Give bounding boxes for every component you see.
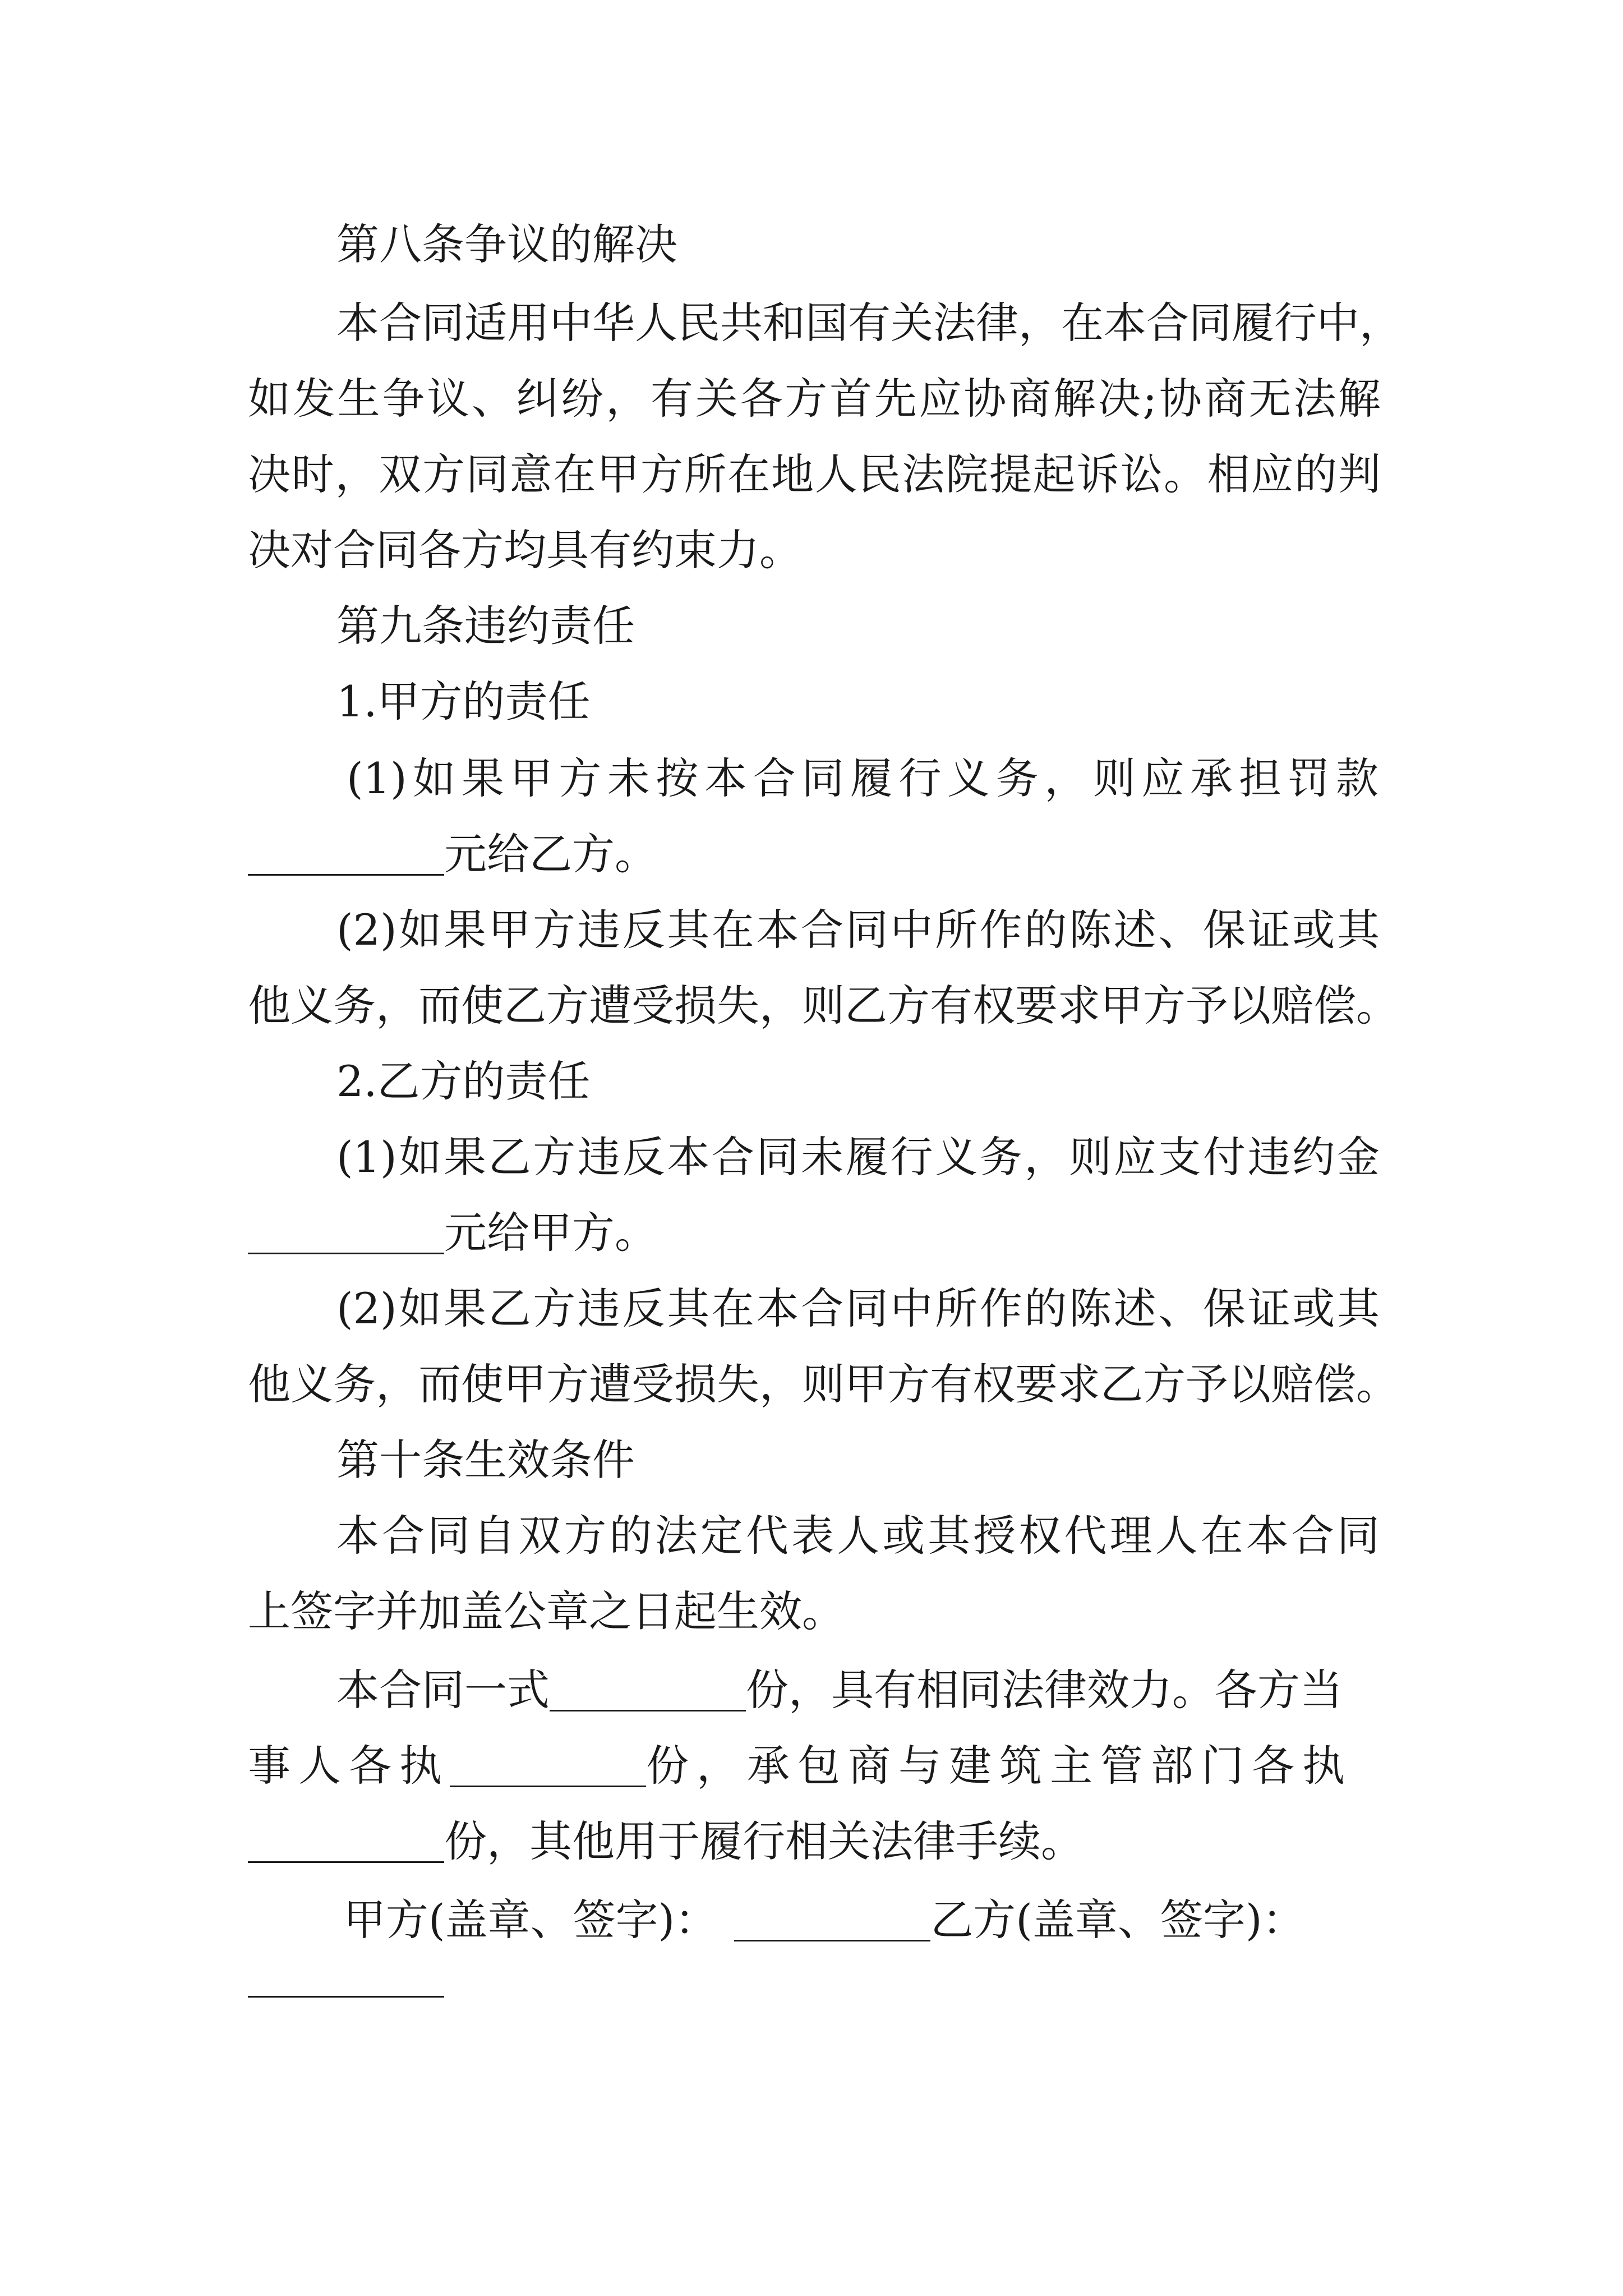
fill-in-blank[interactable] (450, 1746, 646, 1787)
paragraph-line (248, 1741, 1353, 1791)
article-10-heading: 第十条生效条件 (336, 1435, 635, 1485)
paragraph-line: 如发生争议、纠纷，有关各方首先应协商解决;协商无法解 (248, 374, 1381, 424)
blank-suffix-text: 元给乙方。 (444, 829, 657, 879)
copies-text: 本合同一式 (336, 1665, 550, 1715)
party-a-signature-blank[interactable] (734, 1901, 930, 1941)
party-b-liability-heading: 2.乙方的责任 (336, 1056, 591, 1106)
fill-in-blank[interactable] (248, 1213, 444, 1254)
paragraph-line (248, 1208, 657, 1258)
paragraph-line: 上签字并加盖公章之日起生效。 (248, 1586, 845, 1636)
party-a-signature-label: 甲方(盖章、签字)： (343, 1895, 718, 1945)
article-8-heading: 第八条争议的解决 (336, 219, 677, 269)
fill-in-blank[interactable] (248, 835, 444, 876)
paragraph-line: 本合同自双方的法定代表人或其授权代理人在本合同 (336, 1511, 1380, 1561)
paragraph-line: 决对合同各方均具有约束力。 (248, 525, 802, 575)
article-9-heading: 第九条违约责任 (336, 601, 635, 651)
paragraph-line: (2)如果乙方违反其在本合同中所作的陈述、保证或其 (336, 1283, 1380, 1333)
fill-in-blank[interactable] (550, 1671, 746, 1711)
paragraph-line (248, 829, 657, 879)
paragraph-line: 他义务，而使甲方遭受损失，则甲方有权要求乙方予以赔偿。 (248, 1359, 1399, 1409)
paragraph-line: 本合同适用中华人民共和国有关法律，在本合同履行中， (336, 298, 1402, 348)
party-a-liability-heading: 1.甲方的责任 (336, 677, 591, 726)
paragraph-line: (1)如果甲方未按本合同履行义务，则应承担罚款 (347, 753, 1378, 803)
party-b-signature-label: 乙方(盖章、签字)： (930, 1895, 1305, 1945)
copies-text: 份，承包商与建筑主管部门各执 (646, 1741, 1353, 1791)
copies-text: 份，其他用于履行相关法律手续。 (444, 1816, 1083, 1866)
fill-in-blank[interactable] (248, 1822, 444, 1863)
blank-suffix-text: 元给甲方。 (444, 1208, 657, 1258)
signature-line (343, 1895, 1305, 1945)
paragraph-line: 他义务，而使乙方遭受损失，则乙方有权要求甲方予以赔偿。 (248, 981, 1399, 1030)
copies-text: 份，具有相同法律效力。各方当 (746, 1665, 1343, 1715)
paragraph-line: (1)如果乙方违反本合同未履行义务，则应支付违约金 (336, 1132, 1380, 1182)
paragraph-line: 决时，双方同意在甲方所在地人民法院提起诉讼。相应的判 (248, 449, 1381, 499)
copies-text: 事人各执 (248, 1741, 450, 1791)
paragraph-line (248, 1816, 1083, 1866)
paragraph-line: (2)如果甲方违反其在本合同中所作的陈述、保证或其 (336, 905, 1380, 955)
party-b-signature-blank[interactable] (248, 1996, 444, 1998)
paragraph-line (336, 1665, 1343, 1715)
